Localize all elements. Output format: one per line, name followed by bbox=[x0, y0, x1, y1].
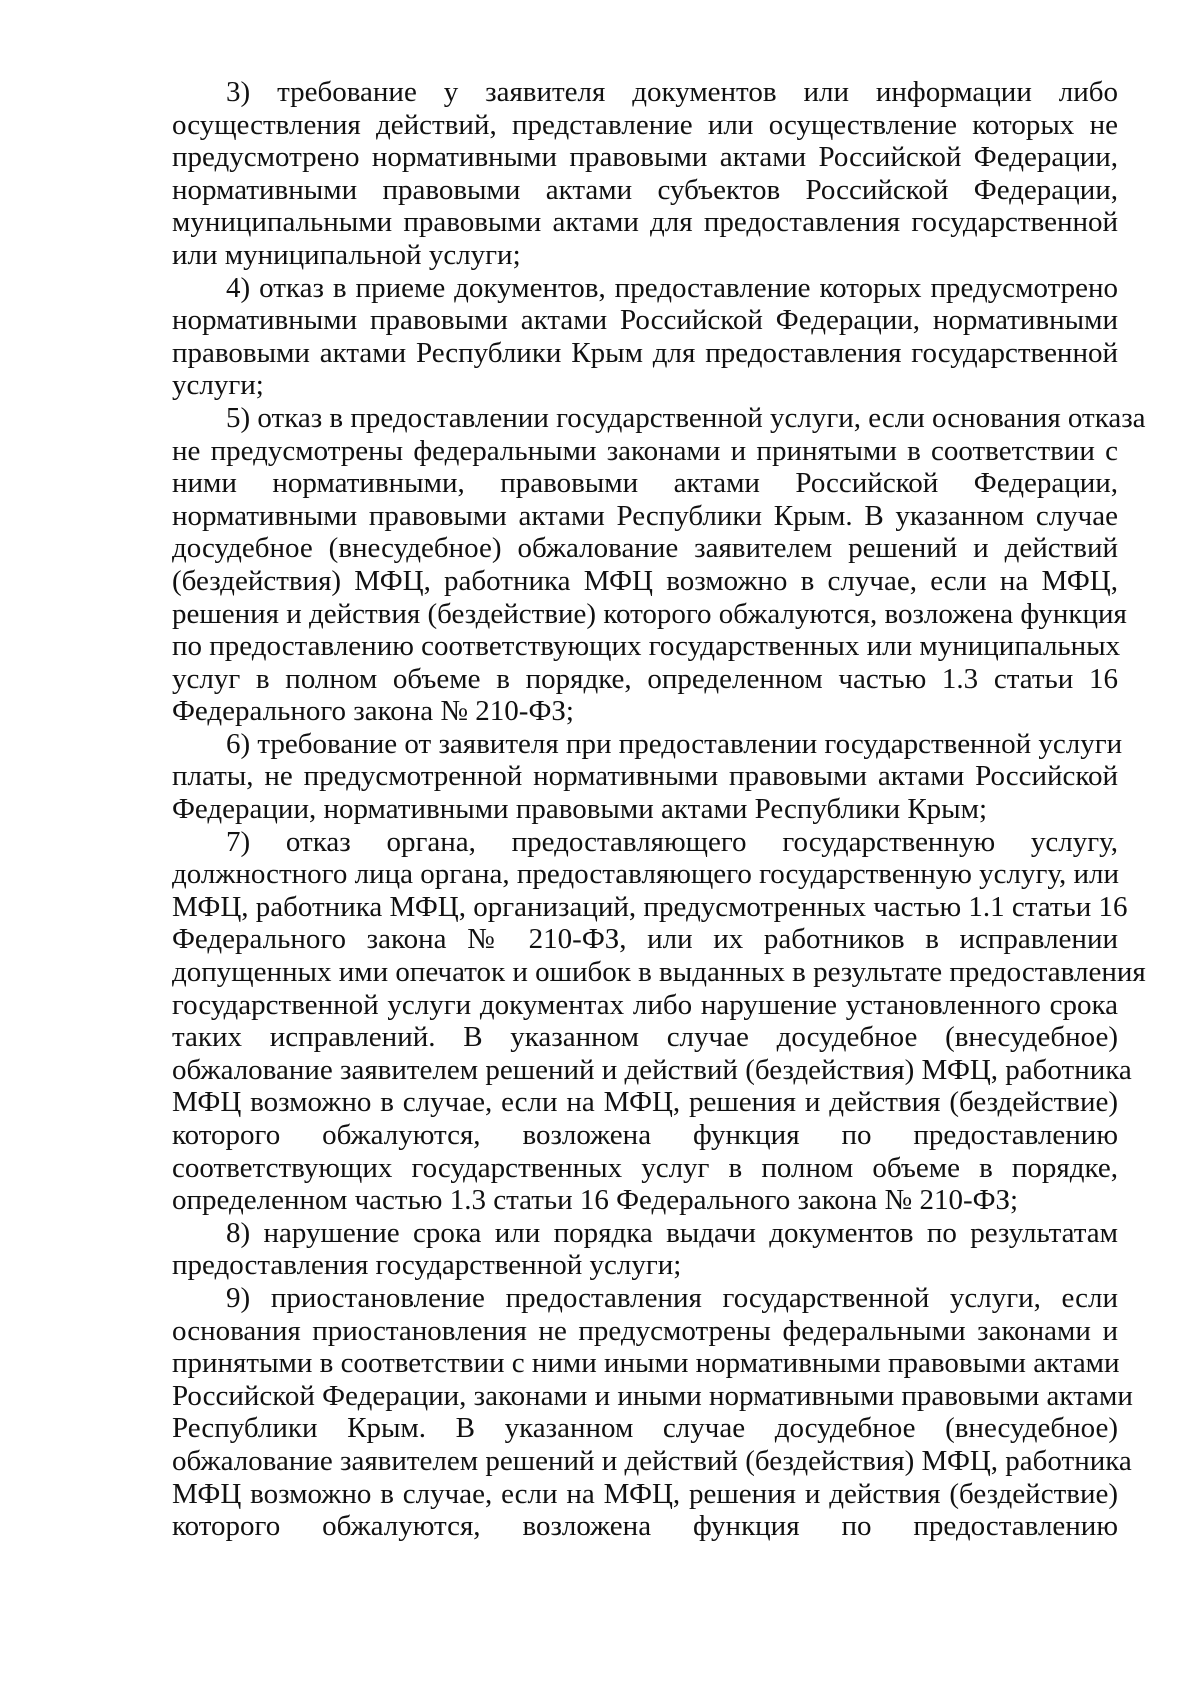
text-line: нормативными правовыми актами Республики Крым. В указанном случае bbox=[172, 499, 1118, 532]
text-line: Федерации, нормативными правовыми актами Республики Крым; bbox=[172, 793, 988, 826]
text-line: таких исправлений. В указанном случае досудебное (внесудебное) bbox=[172, 1021, 1118, 1054]
paragraph-4 bbox=[172, 727, 1123, 826]
text-line: Российской Федерации, законами и иными нормативными правовыми актами bbox=[172, 1379, 1133, 1412]
text-line: платы, не предусмотренной нормативными правовыми актами Российской bbox=[172, 760, 1118, 793]
text-line: решения и действия (бездействие) которого обжалуются, возложена функция bbox=[172, 597, 1127, 630]
text-line: или муниципальной услуги; bbox=[172, 238, 521, 271]
text-line: Федерального закона № 210-ФЗ; bbox=[172, 695, 574, 728]
text-line: предусмотрено нормативными правовыми актами Российской Федерации, bbox=[172, 141, 1118, 174]
text-line: допущенных ими опечаток и ошибок в выданных в результате предоставления bbox=[172, 956, 1146, 989]
text-line: определенном частью 1.3 статьи 16 Федерального закона № 210-ФЗ; bbox=[172, 1184, 1019, 1217]
text-line: нормативными правовыми актами субъектов Российской Федерации, bbox=[172, 173, 1118, 206]
text-line: 9) приостановление предоставления государственной услуги, если bbox=[226, 1281, 1118, 1314]
text-line: ними нормативными, правовыми актами Российской Федерации, bbox=[172, 467, 1118, 500]
text-line: которого обжалуются, возложена функция по предоставлению bbox=[172, 1510, 1118, 1543]
paragraph-6 bbox=[172, 1217, 1118, 1282]
text-line: 7) отказ органа, предоставляющего государственную услугу, bbox=[226, 825, 1118, 858]
paragraph-3 bbox=[172, 401, 1146, 728]
paragraph-7 bbox=[172, 1281, 1133, 1543]
text-line: которого обжалуются, возложена функция по предоставлению bbox=[172, 1119, 1118, 1151]
text-line: Федерального закона № 210-ФЗ, или их работников в исправлении bbox=[172, 923, 1118, 956]
text-line: 3) требование у заявителя документов или информации либо bbox=[226, 76, 1118, 108]
text-line: обжалование заявителем решений и действий (бездействия) МФЦ, работника bbox=[172, 1444, 1132, 1477]
text-line: услуги; bbox=[172, 369, 264, 402]
text-line: должностного лица органа, предоставляющего государственную услугу, или bbox=[172, 858, 1119, 891]
text-line: обжалование заявителем решений и действий (бездействия) МФЦ, работника bbox=[172, 1053, 1132, 1086]
text-line: государственной услуги документах либо нарушение установленного срока bbox=[172, 988, 1118, 1021]
text-line: 5) отказ в предоставлении государственной услуги, если основания отказа bbox=[226, 401, 1146, 434]
text-line: МФЦ, работника МФЦ, организаций, предусмотренных частью 1.1 статьи 16 bbox=[172, 890, 1128, 923]
text-line: Республики Крым. В указанном случае досудебное (внесудебное) bbox=[172, 1412, 1118, 1445]
document-body bbox=[172, 76, 1146, 1543]
paragraph-5 bbox=[172, 825, 1146, 1217]
paragraph-1 bbox=[172, 76, 1118, 272]
paragraph-2 bbox=[172, 272, 1118, 402]
text-line: нормативными правовыми актами Российской Федерации, нормативными bbox=[172, 304, 1118, 337]
text-line: 6) требование от заявителя при предоставлении государственной услуги bbox=[226, 727, 1123, 760]
text-line: МФЦ возможно в случае, если на МФЦ, решения и действия (бездействие) bbox=[172, 1477, 1118, 1510]
text-line: 4) отказ в приеме документов, предоставление которых предусмотрено bbox=[226, 271, 1118, 304]
text-line: соответствующих государственных услуг в полном объеме в порядке, bbox=[172, 1151, 1118, 1184]
text-line: досудебное (внесудебное) обжалование заявителем решений и действий bbox=[172, 532, 1118, 565]
text-line: услуг в полном объеме в порядке, определенном частью 1.3 статьи 16 bbox=[172, 662, 1118, 695]
text-line: осуществления действий, представление или осуществление которых не bbox=[172, 108, 1118, 141]
text-line: (бездействия) МФЦ, работника МФЦ возможно в случае, если на МФЦ, bbox=[172, 564, 1118, 597]
text-line: муниципальными правовыми актами для предоставления государственной bbox=[172, 206, 1118, 239]
text-line: 8) нарушение срока или порядка выдачи документов по результатам bbox=[226, 1216, 1118, 1249]
text-line: принятыми в соответствии с ними иными нормативными правовыми актами bbox=[172, 1347, 1120, 1380]
text-line: основания приостановления не предусмотрены федеральными законами и bbox=[172, 1314, 1118, 1347]
text-line: по предоставлению соответствующих государственных или муниципальных bbox=[172, 630, 1121, 663]
text-line: правовыми актами Республики Крым для предоставления государственной bbox=[172, 336, 1118, 369]
text-line: МФЦ возможно в случае, если на МФЦ, решения и действия (бездействие) bbox=[172, 1086, 1118, 1119]
text-line: предоставления государственной услуги; bbox=[172, 1249, 682, 1282]
text-line: не предусмотрены федеральными законами и принятыми в соответствии с bbox=[172, 434, 1118, 467]
